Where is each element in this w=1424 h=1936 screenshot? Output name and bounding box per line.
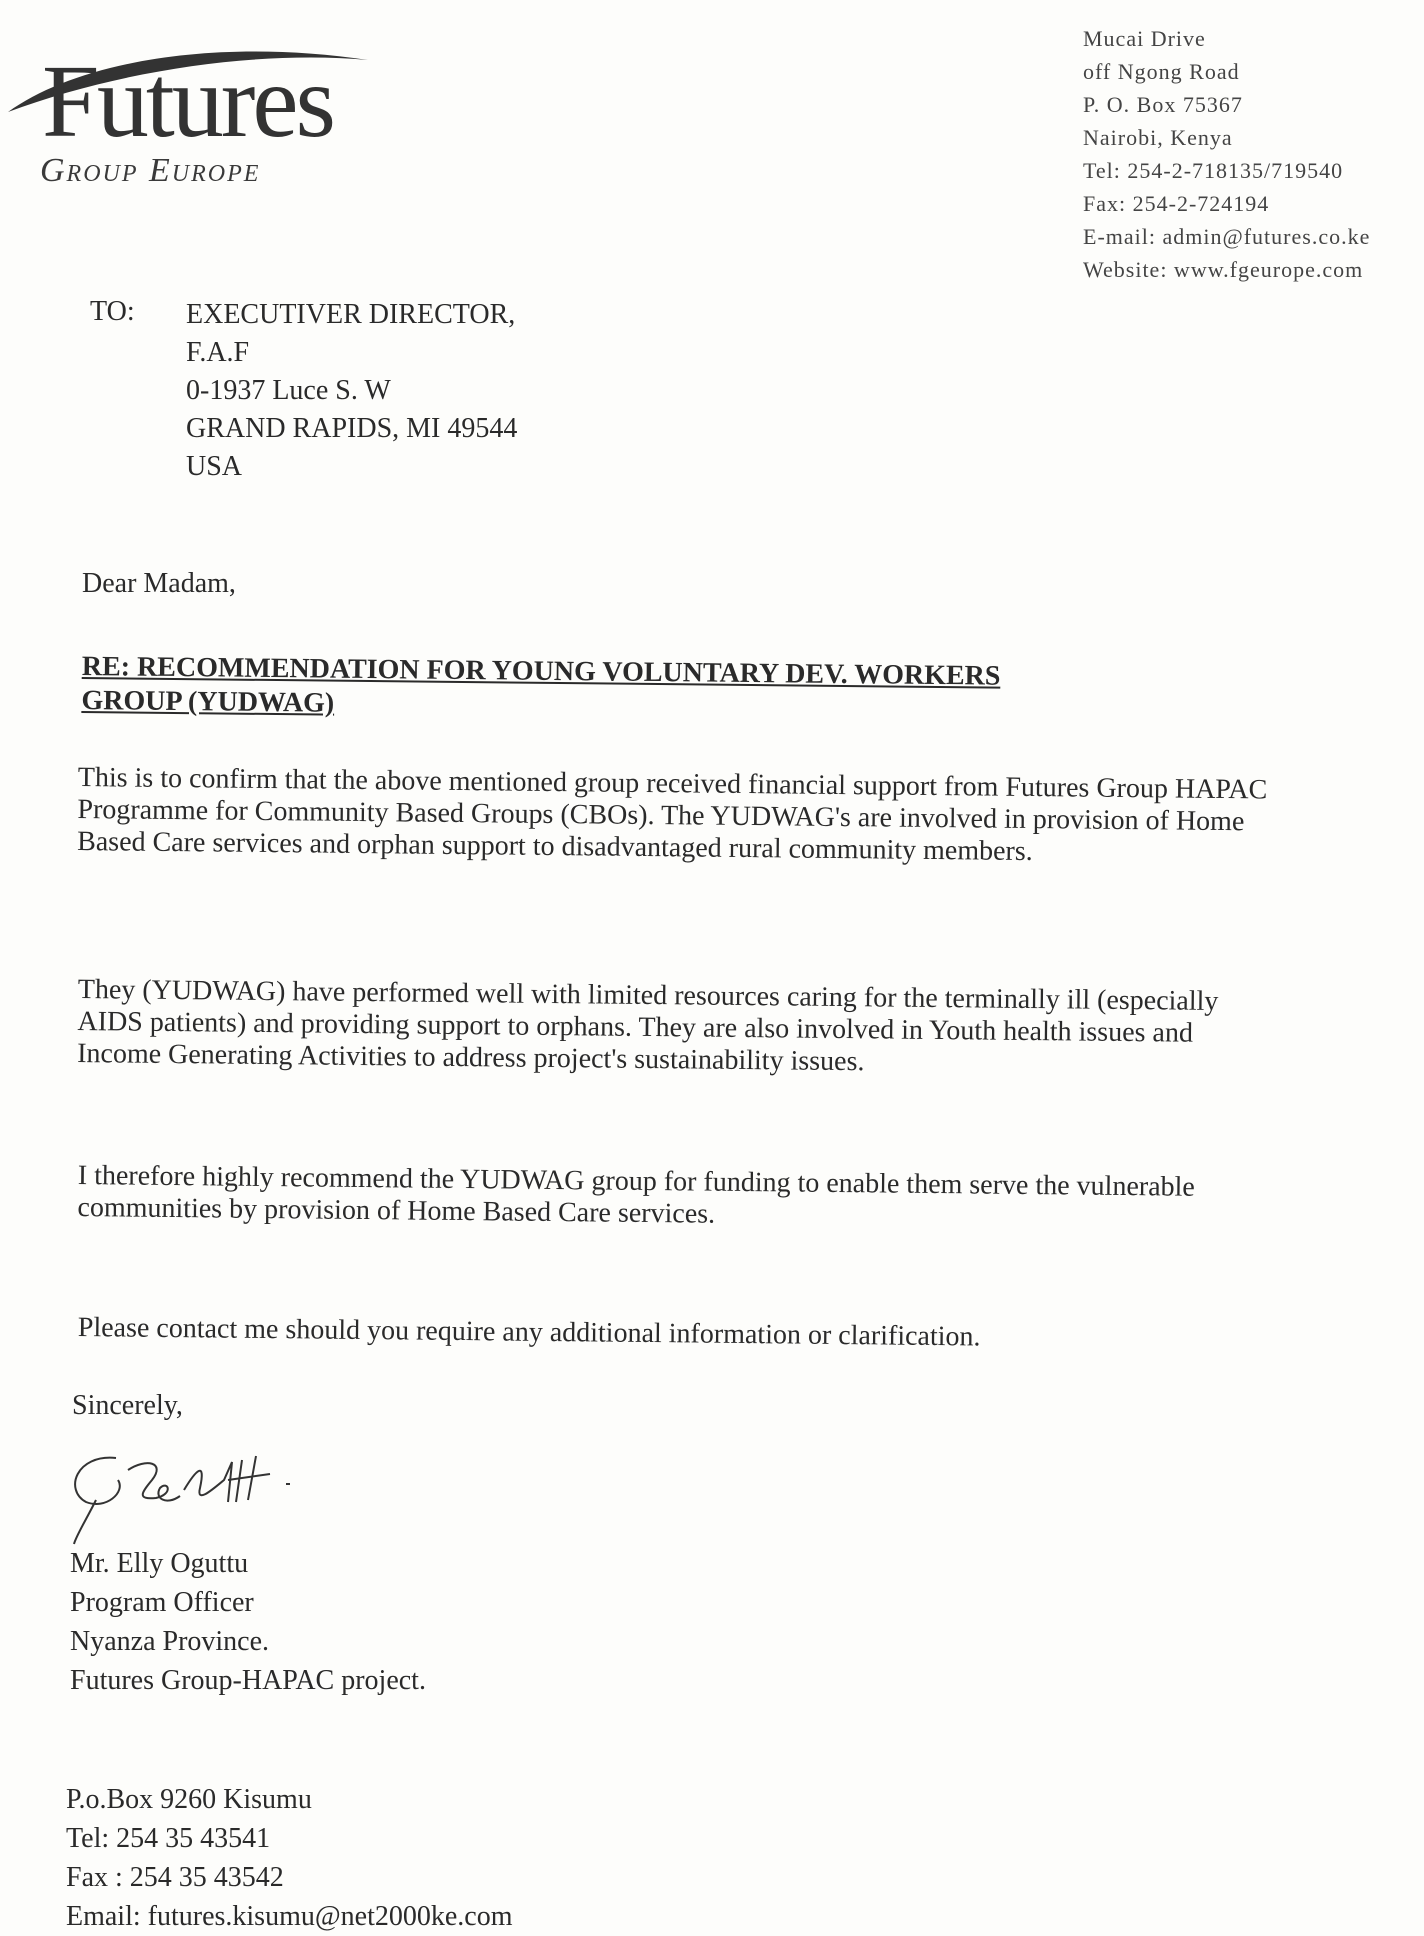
recipient-line: GRAND RAPIDS, MI 49544 [186,413,518,444]
recipient-label: TO: [90,296,135,327]
body-paragraph-2: They (YUDWAG) have performed well with limited resources caring for the terminally ill (especially AIDS patients) and providing support to orphans. They are also involved in Youth health issues and Income Generating Activities to address project's sustainability issues. [77,974,1219,1078]
letterhead-line: off Ngong Road [1083,59,1240,84]
letterhead-line: Tel: 254-2-718135/719540 [1083,158,1344,183]
body-paragraph-3: I therefore highly recommend the YUDWAG group for funding to enable them serve the vulnerable communities by provision of Home Based Care services. [77,1160,1195,1230]
signer-name: Mr. Elly Oguttu [70,1548,249,1579]
recipient-line: USA [186,451,243,482]
signer-region: Nyanza Province. [70,1626,270,1657]
closing: Sincerely, [72,1390,183,1421]
recipient-line: EXECUTIVER DIRECTOR, [186,299,516,330]
footer-email: Email: futures.kisumu@net2000ke.com [66,1901,513,1932]
footer-tel: Tel: 254 35 43541 [66,1823,271,1854]
letterhead-line: Mucai Drive [1083,26,1206,51]
subject-line-1: RE: RECOMMENDATION FOR YOUNG VOLUNTARY DEV. WORKERS [81,650,1001,692]
futures-group-logo [0,20,400,210]
letterhead-line: P. O. Box 75367 [1083,92,1243,117]
recipient-address [186,296,517,486]
footer-address [66,1780,512,1936]
body-paragraph-1: This is to confirm that the above mentioned group received financial support from Futures Group HAPAC Programme for Community Based Groups (CBOs). The YUDWAG's are involved in provision of Home Based Care services and orphan support to disadvantaged rural community members. [77,762,1268,868]
letterhead-website: Website: www.fgeurope.com [1083,257,1364,282]
letterhead-email: E-mail: admin@futures.co.ke [1083,224,1371,249]
handwritten-signature [56,1440,316,1550]
footer-box: P.o.Box 9260 Kisumu [66,1784,312,1815]
subject-line [81,650,1202,730]
logo-brand-text: Futures [42,44,333,159]
body-paragraph-4: Please contact me should you require any additional information or clarification. [77,1312,981,1353]
letterhead-line: Nairobi, Kenya [1083,125,1233,150]
salutation: Dear Madam, [82,568,236,599]
signer-block [70,1544,426,1700]
logo-subtitle-text: Group Europe [40,152,261,189]
recipient-line: 0-1937 Luce S. W [186,375,391,406]
signer-title: Program Officer [70,1587,254,1618]
letterhead-address [1083,22,1413,286]
signature-icon [56,1440,316,1550]
recipient-line: F.A.F [186,337,250,368]
footer-fax: Fax : 254 35 43542 [66,1862,284,1893]
subject-line-2: GROUP (YUDWAG) [81,684,335,719]
signer-project: Futures Group-HAPAC project. [70,1665,426,1696]
letterhead-line: Fax: 254-2-724194 [1083,191,1270,216]
